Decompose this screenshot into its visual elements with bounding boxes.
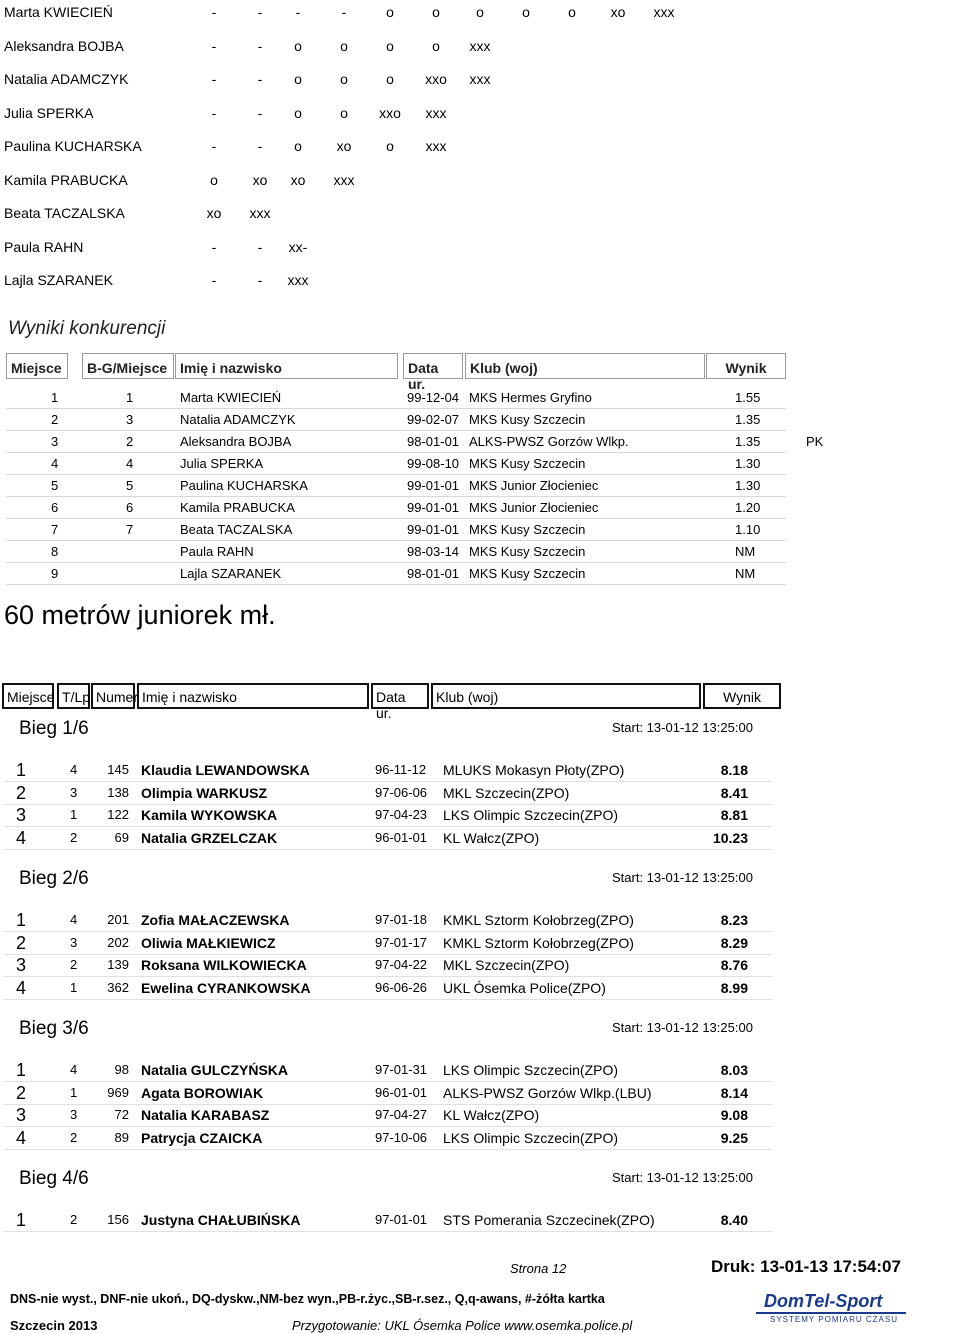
heat-athlete-name: Zofia MAŁACZEWSKA [141, 912, 290, 928]
heat-lane: 1 [70, 979, 78, 995]
heat-lane: 2 [70, 1212, 78, 1227]
heat-title: Bieg 4/6 [19, 1168, 89, 1189]
attempt-mark: xxx [425, 104, 447, 121]
attempt-mark: xx- [288, 238, 308, 255]
attempt-mark: xxo [379, 104, 401, 121]
result-name: Beata TACZALSKA [180, 522, 293, 537]
result-bg-place: 2 [126, 434, 134, 449]
attempt-mark: xxx [333, 171, 355, 188]
heat-bib-number: 72 [114, 1107, 129, 1122]
heat-bib-number: 69 [114, 829, 129, 845]
attempt-row [0, 201, 720, 234]
heat-result: 8.81 [720, 807, 748, 823]
heat-bib-number: 969 [107, 1084, 129, 1100]
attempt-mark: xxo [425, 71, 447, 87]
heat-dob: 96-06-26 [375, 979, 428, 995]
athlete-name: Aleksandra BOJBA [4, 37, 124, 54]
attempt-mark: - [257, 104, 263, 121]
attempt-mark: - [211, 104, 217, 121]
heat-place: 3 [16, 955, 27, 975]
heat-result: 8.23 [720, 912, 748, 928]
result-bg-place: 3 [126, 412, 134, 427]
result-club: ALKS-PWSZ Gorzów Wlkp. [469, 434, 629, 449]
result-note: PK [806, 434, 824, 449]
heat-lane: 2 [70, 957, 78, 972]
heat-result: 10.23 [712, 829, 748, 846]
result-name: Julia SPERKA [180, 456, 264, 471]
heat-dob: 97-01-31 [375, 1062, 428, 1077]
result-dob: 99-01-01 [407, 500, 460, 515]
result-dob: 98-03-14 [407, 544, 460, 559]
result-club: MKS Hermes Gryfino [469, 390, 592, 405]
attempt-mark: - [211, 71, 217, 87]
attempt-row [0, 134, 720, 167]
heat-dob: 97-01-18 [375, 912, 428, 927]
result-row [0, 453, 800, 475]
result-dob: 99-01-01 [407, 478, 460, 493]
city-year: Szczecin 2013 [10, 1318, 98, 1333]
heat-athlete-name: Oliwia MAŁKIEWICZ [141, 934, 276, 951]
result-club: MKS Kusy Szczecin [469, 544, 586, 559]
heat-result: 8.14 [720, 1084, 748, 1101]
result-club: MKS Kusy Szczecin [469, 566, 586, 581]
result-bg-place: 7 [126, 522, 134, 537]
heat-bib-number: 122 [107, 807, 129, 822]
print-timestamp: Druk: 13-01-13 17:54:07 [711, 1257, 901, 1276]
result-row [0, 387, 800, 409]
heat-bib-number: 139 [107, 957, 129, 972]
attempt-mark: o [386, 138, 394, 154]
heat-result: 9.25 [720, 1129, 748, 1146]
heat-club: LKS Olimpic Szczecin(ZPO) [443, 1129, 619, 1146]
heat-club: LKS Olimpic Szczecin(ZPO) [443, 1062, 619, 1078]
heat-club: KL Wałcz(ZPO) [443, 829, 540, 846]
result-dob: 99-01-01 [407, 522, 460, 537]
attempt-mark: - [211, 272, 217, 288]
heat-athlete-name: Roksana WILKOWIECKA [141, 957, 307, 973]
heat-row [0, 933, 960, 955]
result-place: 1 [51, 390, 59, 405]
attempt-mark: o [340, 71, 348, 87]
result-club: MKS Kusy Szczecin [469, 412, 586, 427]
result-row [0, 431, 824, 453]
heat-header-name: Imię i nazwisko [137, 683, 369, 709]
heat-header-club: Klub (woj) [431, 683, 701, 709]
attempt-mark: xo [336, 138, 352, 154]
logo-swoosh [756, 1312, 906, 1314]
col-header-name: Imię i nazwisko [175, 353, 398, 379]
result-value: NM [735, 544, 756, 559]
result-dob: 98-01-01 [407, 566, 460, 581]
heat-row [0, 805, 960, 827]
result-name: Lajla SZARANEK [180, 566, 282, 581]
heat-club: LKS Olimpic Szczecin(ZPO) [443, 807, 619, 823]
heat-header-place: Miejsce [2, 683, 54, 709]
attempt-mark: - [257, 272, 263, 288]
result-club: MKS Junior Złocieniec [469, 478, 599, 493]
attempt-mark: o [340, 104, 348, 121]
heat-dob: 96-01-01 [375, 1084, 428, 1100]
result-place: 3 [51, 434, 59, 449]
heat-bib-number: 201 [107, 912, 129, 927]
attempt-mark: o [294, 104, 302, 121]
result-club: MKS Kusy Szczecin [469, 456, 586, 471]
result-dob: 99-02-07 [407, 412, 460, 427]
result-bg-place: 5 [126, 478, 134, 493]
logo-text: DomTel-Sport [764, 1291, 883, 1311]
heat-bib-number: 98 [114, 1062, 129, 1077]
col-header-dob: Data ur. [403, 353, 463, 379]
col-header-bg: B-G/Miejsce [82, 353, 174, 379]
result-name: Marta KWIECIEŃ [180, 390, 282, 405]
attempt-mark: - [257, 37, 263, 54]
attempt-mark: o [432, 37, 440, 54]
attempt-mark: xo [252, 171, 268, 188]
attempt-mark: - [341, 4, 347, 20]
result-place: 7 [51, 522, 59, 537]
result-dob: 99-08-10 [407, 456, 460, 471]
attempt-mark: - [257, 4, 263, 20]
attempt-mark: xxx [469, 71, 491, 87]
attempt-mark: xxx [469, 37, 491, 54]
heat-lane: 2 [70, 1129, 78, 1145]
heat-row [0, 1128, 960, 1150]
heat-dob: 97-01-17 [375, 934, 428, 950]
result-value: 1.20 [735, 500, 761, 515]
attempt-mark: o [522, 4, 530, 20]
heat-row [0, 978, 960, 1000]
heat-start-time: Start: 13-01-12 13:25:00 [612, 870, 753, 885]
heat-place: 1 [16, 1060, 27, 1080]
heat-row [0, 828, 960, 850]
attempt-mark: o [294, 37, 302, 54]
attempt-mark: o [476, 4, 484, 20]
attempt-mark: - [257, 238, 263, 255]
heat-result: 9.08 [720, 1107, 748, 1123]
heat-row [0, 910, 960, 932]
heat-result: 8.18 [720, 762, 748, 778]
attempt-mark: o [294, 138, 302, 154]
attempt-mark: xo [610, 4, 626, 20]
result-row [0, 409, 800, 431]
result-bg-place: 6 [126, 500, 134, 515]
event-title: 60 metrów juniorek mł. [4, 600, 276, 630]
heat-place: 3 [16, 1105, 27, 1125]
result-place: 9 [51, 566, 59, 581]
athlete-name: Lajla SZARANEK [4, 272, 113, 288]
attempt-mark: - [211, 4, 217, 20]
heat-club: MLUKS Mokasyn Płoty(ZPO) [443, 762, 625, 778]
result-value: NM [735, 566, 756, 581]
result-dob: 99-12-04 [407, 390, 460, 405]
heat-lane: 4 [70, 1062, 78, 1077]
result-bg-place: 4 [126, 456, 134, 471]
result-value: 1.55 [735, 390, 761, 405]
heat-result: 8.03 [720, 1062, 748, 1078]
heat-header-number: Numer [91, 683, 135, 709]
heat-athlete-name: Justyna CHAŁUBIŃSKA [141, 1212, 301, 1228]
result-name: Paula RAHN [180, 544, 254, 559]
row-divider [6, 584, 786, 585]
attempt-mark: o [386, 4, 394, 20]
heat-athlete-name: Patrycja CZAICKA [141, 1129, 263, 1146]
result-value: 1.30 [735, 456, 761, 471]
heat-athlete-name: Natalia KARABASZ [141, 1107, 270, 1123]
heat-result: 8.41 [720, 784, 748, 801]
attempt-mark: xxx [287, 272, 309, 288]
heat-bib-number: 202 [107, 934, 129, 950]
heat-bib-number: 362 [107, 979, 129, 995]
heat-row [0, 783, 960, 805]
heat-club: MKL Szczecin(ZPO) [443, 784, 570, 801]
result-place: 4 [51, 456, 59, 471]
attempt-mark: - [295, 4, 301, 20]
attempt-mark: o [568, 4, 576, 20]
result-row [0, 519, 800, 541]
result-name: Natalia ADAMCZYK [180, 412, 296, 427]
athlete-name: Julia SPERKA [4, 104, 94, 121]
heat-row [0, 760, 960, 782]
heat-place: 2 [16, 932, 27, 953]
athlete-name: Beata TACZALSKA [4, 205, 125, 221]
row-divider [4, 1149, 772, 1150]
result-club: MKS Junior Złocieniec [469, 500, 599, 515]
legend: DNS-nie wyst., DNF-nie ukoń., DQ-dyskw.,NM-bez wyn.,PB-r.życ.,SB-r.sez., Q,q-awans, #-żółta kartka [10, 1292, 605, 1306]
heat-bib-number: 145 [107, 762, 129, 777]
attempt-row [0, 67, 720, 100]
attempt-mark: - [211, 138, 217, 154]
heat-title: Bieg 1/6 [19, 718, 89, 739]
heat-bib-number: 89 [114, 1129, 129, 1145]
heat-row [0, 1105, 960, 1127]
heat-club: KMKL Sztorm Kołobrzeg(ZPO) [443, 912, 634, 928]
attempt-mark: - [211, 238, 217, 255]
col-header-club: Klub (woj) [465, 353, 705, 379]
heat-place: 4 [16, 977, 27, 998]
attempt-mark: o [386, 71, 394, 87]
heat-result: 8.76 [720, 957, 748, 973]
heat-athlete-name: Ewelina CYRANKOWSKA [141, 979, 311, 996]
row-divider [4, 849, 772, 850]
logo-subtitle: SYSTEMY POMIARU CZASU [770, 1315, 898, 1324]
result-name: Paulina KUCHARSKA [180, 478, 308, 493]
heat-result: 8.40 [720, 1212, 748, 1228]
result-dob: 98-01-01 [407, 434, 460, 449]
attempt-mark: - [211, 37, 217, 54]
result-club: MKS Kusy Szczecin [469, 522, 586, 537]
heat-dob: 97-04-27 [375, 1107, 428, 1122]
attempt-row [0, 101, 720, 134]
attempt-row [0, 0, 720, 33]
heat-place: 1 [16, 760, 27, 780]
attempt-mark: - [257, 71, 263, 87]
attempt-mark: xxx [653, 4, 675, 20]
attempt-row [0, 235, 720, 268]
result-name: Aleksandra BOJBA [180, 434, 292, 449]
heat-start-time: Start: 13-01-12 13:25:00 [612, 1170, 753, 1185]
heat-result: 8.29 [720, 934, 748, 951]
heat-bib-number: 156 [107, 1212, 129, 1227]
heat-title: Bieg 3/6 [19, 1018, 89, 1039]
result-row [0, 563, 800, 585]
heat-place: 1 [16, 910, 27, 930]
result-value: 1.30 [735, 478, 761, 493]
attempt-mark: o [432, 4, 440, 20]
section-title: Wyniki konkurencji [8, 318, 166, 339]
heat-header-dob: Data ur. [371, 683, 429, 709]
heat-athlete-name: Kamila WYKOWSKA [141, 807, 278, 823]
heat-start-time: Start: 13-01-12 13:25:00 [612, 720, 753, 735]
result-row [0, 541, 800, 563]
heat-lane: 3 [70, 934, 78, 950]
attempt-mark: xxx [249, 205, 271, 221]
heat-place: 2 [16, 1082, 27, 1103]
heat-athlete-name: Klaudia LEWANDOWSKA [141, 762, 310, 778]
result-name: Kamila PRABUCKA [180, 500, 295, 515]
heat-club: ALKS-PWSZ Gorzów Wlkp.(LBU) [443, 1084, 652, 1101]
heat-dob: 97-04-23 [375, 807, 428, 822]
result-value: 1.35 [735, 434, 761, 449]
attempt-row [0, 168, 720, 201]
page-number: Strona 12 [510, 1261, 567, 1276]
heat-place: 3 [16, 805, 27, 825]
heat-bib-number: 138 [107, 784, 129, 800]
heat-start-time: Start: 13-01-12 13:25:00 [612, 1020, 753, 1035]
attempt-mark: o [340, 37, 348, 54]
result-place: 6 [51, 500, 59, 515]
attempt-mark: o [210, 171, 218, 188]
heat-athlete-name: Natalia GRZELCZAK [141, 829, 278, 846]
result-row [0, 475, 800, 497]
heat-club: KMKL Sztorm Kołobrzeg(ZPO) [443, 934, 634, 951]
attempt-row [0, 34, 720, 67]
heat-dob: 97-04-22 [375, 957, 428, 972]
result-place: 8 [51, 544, 59, 559]
result-place: 5 [51, 478, 59, 493]
heat-lane: 2 [70, 829, 78, 845]
heat-place: 2 [16, 782, 27, 803]
heat-dob: 96-01-01 [375, 829, 428, 845]
attempt-mark: - [257, 138, 263, 154]
heat-lane: 3 [70, 784, 78, 800]
heat-athlete-name: Agata BOROWIAK [141, 1084, 264, 1101]
attempt-mark: xo [206, 205, 222, 221]
col-header-place: Miejsce [6, 353, 68, 379]
heat-lane: 1 [70, 1084, 78, 1100]
heat-result: 8.99 [720, 979, 748, 996]
heat-row [0, 1060, 960, 1082]
heat-place: 4 [16, 1127, 27, 1148]
attempt-mark: o [386, 37, 394, 54]
heat-dob: 96-11-12 [375, 762, 427, 777]
heat-row [0, 1083, 960, 1105]
result-value: 1.35 [735, 412, 761, 427]
heat-club: MKL Szczecin(ZPO) [443, 957, 570, 973]
result-value: 1.10 [735, 522, 761, 537]
heat-dob: 97-10-06 [375, 1129, 428, 1145]
row-divider [4, 999, 772, 1000]
athlete-name: Paulina KUCHARSKA [4, 138, 142, 154]
athlete-name: Paula RAHN [4, 238, 84, 255]
result-bg-place: 1 [126, 390, 134, 405]
heat-lane: 1 [70, 807, 78, 822]
row-divider [4, 1231, 772, 1232]
heat-dob: 97-01-01 [375, 1212, 428, 1227]
result-row [0, 497, 800, 519]
attempt-mark: xxx [425, 138, 447, 154]
heat-dob: 97-06-06 [375, 784, 428, 800]
heat-club: KL Wałcz(ZPO) [443, 1107, 540, 1123]
athlete-name: Kamila PRABUCKA [4, 171, 128, 188]
prepared-by: Przygotowanie: UKL Ósemka Police www.osemka.police.pl [292, 1318, 633, 1333]
heat-header-result: Wynik [703, 683, 781, 709]
heat-club: UKL Ósemka Police(ZPO) [443, 979, 606, 996]
heat-lane: 3 [70, 1107, 78, 1122]
athlete-name: Marta KWIECIEŃ [4, 4, 113, 20]
heat-lane: 4 [70, 912, 78, 927]
attempt-mark: o [294, 71, 302, 87]
result-place: 2 [51, 412, 59, 427]
heat-lane: 4 [70, 762, 78, 777]
attempt-mark: xo [290, 171, 306, 188]
heat-athlete-name: Olimpia WARKUSZ [141, 784, 268, 801]
domtel-logo [756, 1289, 906, 1327]
heat-club: STS Pomerania Szczecinek(ZPO) [443, 1212, 655, 1228]
heat-row [0, 955, 960, 977]
heat-athlete-name: Natalia GULCZYŃSKA [141, 1062, 289, 1078]
heat-title: Bieg 2/6 [19, 868, 89, 889]
col-header-result: Wynik [706, 353, 786, 379]
heat-place: 4 [16, 827, 27, 848]
attempt-row [0, 268, 720, 301]
heat-row [0, 1210, 960, 1232]
heat-header-lane: T/Lp [57, 683, 90, 709]
heat-place: 1 [16, 1210, 27, 1230]
athlete-name: Natalia ADAMCZYK [4, 71, 129, 87]
